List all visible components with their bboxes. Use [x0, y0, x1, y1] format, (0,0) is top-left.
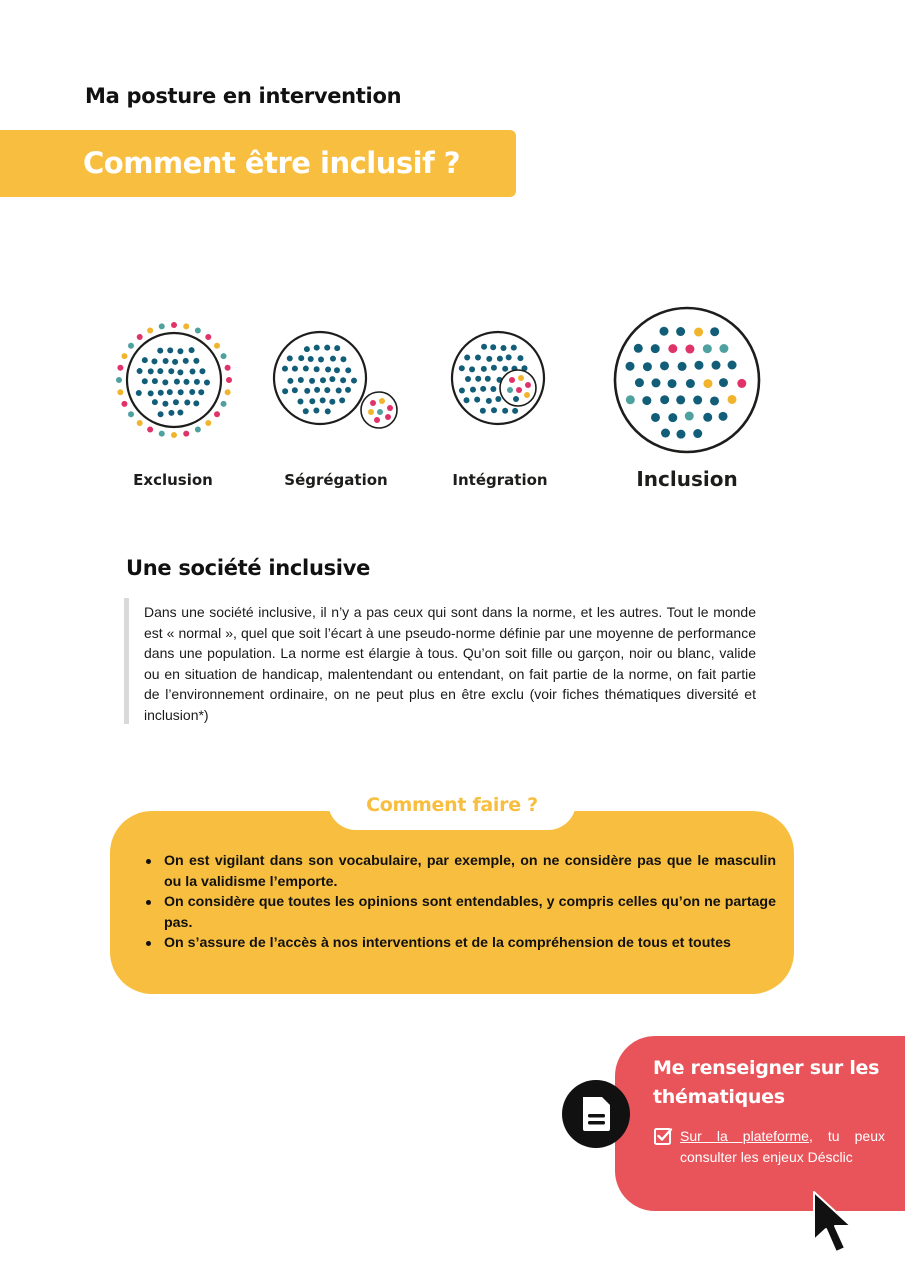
dot [183, 358, 189, 364]
outside-dot [225, 365, 231, 371]
dot [660, 395, 669, 404]
info-card-text [680, 1126, 885, 1168]
dot [703, 344, 712, 353]
outside-dot [116, 377, 122, 383]
dot [486, 356, 492, 362]
dot [183, 379, 189, 385]
dot [303, 366, 309, 372]
dot [481, 344, 487, 350]
dot [737, 379, 746, 388]
dot [309, 398, 315, 404]
outside-dot [117, 365, 123, 371]
dot [340, 377, 346, 383]
outside-dot [117, 389, 123, 395]
dot [313, 408, 319, 414]
dot [694, 361, 703, 370]
dot [282, 388, 288, 394]
dot [517, 355, 523, 361]
dot [511, 345, 517, 351]
dot [660, 361, 669, 370]
dot [486, 398, 492, 404]
outside-dot [205, 334, 211, 340]
dot [512, 408, 518, 414]
dot [693, 396, 702, 405]
outside-dot [171, 432, 177, 438]
dot [157, 348, 163, 354]
dot [727, 395, 736, 404]
minority-dot [524, 392, 530, 398]
dot [474, 397, 480, 403]
dot [459, 365, 465, 371]
outside-dot [214, 343, 220, 349]
dot [470, 387, 476, 393]
dot [635, 378, 644, 387]
dot [339, 397, 345, 403]
how-to-title: Comment faire ? [366, 794, 538, 816]
dot [168, 368, 174, 374]
dot [703, 413, 712, 422]
outside-dot [147, 427, 153, 433]
minority-dot [518, 375, 524, 381]
dot [136, 390, 142, 396]
dot [204, 379, 210, 385]
minority-dot [507, 387, 513, 393]
dot [194, 379, 200, 385]
dot [198, 389, 204, 395]
dot [678, 362, 687, 371]
info-card-row [653, 1126, 885, 1168]
list-item: On considère que toutes les opinions sont entendables, y compris celles qu’on ne partage pas. [164, 892, 776, 933]
dot [193, 358, 199, 364]
outside-dot [159, 431, 165, 437]
dot [152, 399, 158, 405]
dot [475, 376, 481, 382]
dot [502, 408, 508, 414]
section-subtitle: Une société inclusive [126, 556, 371, 580]
outside-dot [121, 401, 127, 407]
minority-dot [513, 396, 519, 402]
outside-dot [171, 322, 177, 328]
outside-dot [137, 334, 143, 340]
dot [340, 356, 346, 362]
checkbox-checked-icon [653, 1126, 673, 1146]
dot [712, 361, 721, 370]
dot [686, 379, 695, 388]
dot [157, 368, 163, 374]
dot [297, 398, 303, 404]
minority-dot [377, 409, 383, 415]
document-icon [562, 1080, 630, 1148]
dot [659, 327, 668, 336]
dot [162, 401, 168, 407]
dot [685, 345, 694, 354]
dot [163, 358, 169, 364]
dot [292, 366, 298, 372]
dot [308, 356, 314, 362]
dot [309, 378, 315, 384]
dot [676, 395, 685, 404]
dot [491, 365, 497, 371]
minority-dot [387, 405, 393, 411]
dot [481, 366, 487, 372]
dot [651, 413, 660, 422]
dot [173, 399, 179, 405]
minority-dot [525, 382, 531, 388]
dot [626, 395, 635, 404]
list-item: On est vigilant dans son vocabulaire, par exemple, on ne considère pas que le masculin ou la validisme l’emporte. [164, 851, 776, 892]
dot [676, 327, 685, 336]
dot [459, 387, 465, 393]
outside-dot [221, 353, 227, 359]
dot [162, 379, 168, 385]
dot [334, 367, 340, 373]
dot [719, 378, 728, 387]
dot [148, 368, 154, 374]
dot [325, 408, 331, 414]
dot [298, 355, 304, 361]
dot [710, 327, 719, 336]
minority-dot [368, 409, 374, 415]
dot [330, 356, 336, 362]
dot [199, 368, 205, 374]
dot [287, 378, 293, 384]
dot [345, 387, 351, 393]
dot [193, 400, 199, 406]
section-label: Ma posture en intervention [85, 84, 402, 108]
dot [676, 430, 685, 439]
dot [502, 366, 508, 372]
dot [318, 357, 324, 363]
outside-dot [221, 401, 227, 407]
dot [329, 399, 335, 405]
dot [626, 362, 635, 371]
dot [282, 366, 288, 372]
dot [719, 344, 728, 353]
dot [292, 387, 298, 393]
dot [324, 345, 330, 351]
dot [710, 396, 719, 405]
info-card-title: Me renseigner sur les thématiques [653, 1057, 880, 1108]
how-to-list [126, 851, 776, 954]
dot [719, 412, 728, 421]
dot [464, 397, 470, 403]
dot [178, 389, 184, 395]
dot [651, 378, 660, 387]
dot [490, 344, 496, 350]
dot [485, 376, 491, 382]
outside-dot [147, 327, 153, 333]
document-badge [562, 1080, 630, 1148]
mouse-pointer-icon [812, 1190, 864, 1256]
minority-dot [370, 400, 376, 406]
dot [189, 347, 195, 353]
outside-dot [183, 323, 189, 329]
minority-dot [379, 398, 385, 404]
dot [703, 379, 712, 388]
dot [177, 410, 183, 416]
outside-dot [225, 389, 231, 395]
dot [325, 367, 331, 373]
dot [324, 387, 330, 393]
dot [491, 407, 497, 413]
dot [668, 413, 677, 422]
dot [668, 344, 677, 353]
outside-dot [159, 323, 165, 329]
outside-dot [214, 411, 220, 417]
dot [174, 379, 180, 385]
minority-dot [385, 414, 391, 420]
dot [501, 345, 507, 351]
dot [314, 366, 320, 372]
outside-dot [195, 427, 201, 433]
segregation-ring [274, 332, 366, 424]
title-band [0, 130, 516, 197]
dot [464, 354, 470, 360]
dot [314, 387, 320, 393]
dot [172, 359, 178, 365]
list-item: On s’assure de l’accès à nos interventions et de la compréhension de tous et toutes [164, 933, 776, 954]
dot [298, 377, 304, 383]
dot [642, 396, 651, 405]
dot [506, 354, 512, 360]
dot [693, 429, 702, 438]
outside-dot [183, 431, 189, 437]
dot [152, 378, 158, 384]
dot [685, 412, 694, 421]
outside-dot [137, 420, 143, 426]
dot [314, 345, 320, 351]
dot [158, 411, 164, 417]
dot [651, 344, 660, 353]
minority-dot [516, 387, 522, 393]
minority-dot [374, 417, 380, 423]
page-title: Comment être inclusif ? [83, 146, 461, 180]
dot [480, 408, 486, 414]
dot [334, 345, 340, 351]
outside-dot [226, 377, 232, 383]
minority-dot [509, 377, 515, 383]
society-paragraph: Dans une société inclusive, il n’y a pas ceux qui sont dans la norme, et les autres. Tout le monde est « normal », quel que soit l’écart à une pseudo-norme définie par une moyenne de performance dans une population. La norme est élargie à tous. Qu’on soit fille ou garçon, noir ou blanc, valide ou en situation de handicap, malentendant ou entendant, on fait partie de la norme, on fait partie de l’environnement ordinaire, on ne peut plus en être exclu (voir fiches thématiques diversité et inclusion*) [144, 604, 756, 723]
label-segregation: Ségrégation [284, 471, 388, 489]
dot [148, 390, 154, 396]
dot [189, 389, 195, 395]
dot [475, 354, 481, 360]
dot [661, 429, 670, 438]
dot [336, 388, 342, 394]
dot [287, 355, 293, 361]
dot [142, 357, 148, 363]
dot [168, 410, 174, 416]
dot [668, 379, 677, 388]
dot [142, 378, 148, 384]
dot [634, 344, 643, 353]
dot [480, 386, 486, 392]
dot [643, 362, 652, 371]
dot [177, 369, 183, 375]
dot [137, 368, 143, 374]
dot [304, 388, 310, 394]
outside-dot [121, 353, 127, 359]
dot [167, 347, 173, 353]
dot [304, 346, 310, 352]
dot [469, 366, 475, 372]
dot [329, 376, 335, 382]
dot [345, 367, 351, 373]
dot [190, 368, 196, 374]
dot [177, 348, 183, 354]
outside-dot [205, 420, 211, 426]
dot [184, 400, 190, 406]
dot [497, 356, 503, 362]
dot [694, 328, 703, 337]
outside-dot [128, 343, 134, 349]
label-integration: Intégration [452, 471, 548, 489]
dot [465, 376, 471, 382]
label-inclusion: Inclusion [636, 467, 738, 491]
dot [303, 408, 309, 414]
info-card-rest: , tu peux consulter les enjeux Désclic [680, 1128, 885, 1165]
dot [490, 386, 496, 392]
inclusion-diagram [100, 295, 790, 505]
dot [728, 361, 737, 370]
dot [167, 389, 173, 395]
blockquote [124, 598, 756, 724]
dot [158, 390, 164, 396]
dot [495, 396, 501, 402]
platform-link[interactable]: Sur la plateforme [680, 1128, 809, 1144]
outside-dot [195, 327, 201, 333]
dot [320, 377, 326, 383]
dot [351, 378, 357, 384]
label-exclusion: Exclusion [133, 471, 213, 489]
dot [151, 358, 157, 364]
info-card [615, 1036, 905, 1211]
outside-dot [128, 411, 134, 417]
dot [320, 397, 326, 403]
how-to-tab [328, 780, 576, 830]
